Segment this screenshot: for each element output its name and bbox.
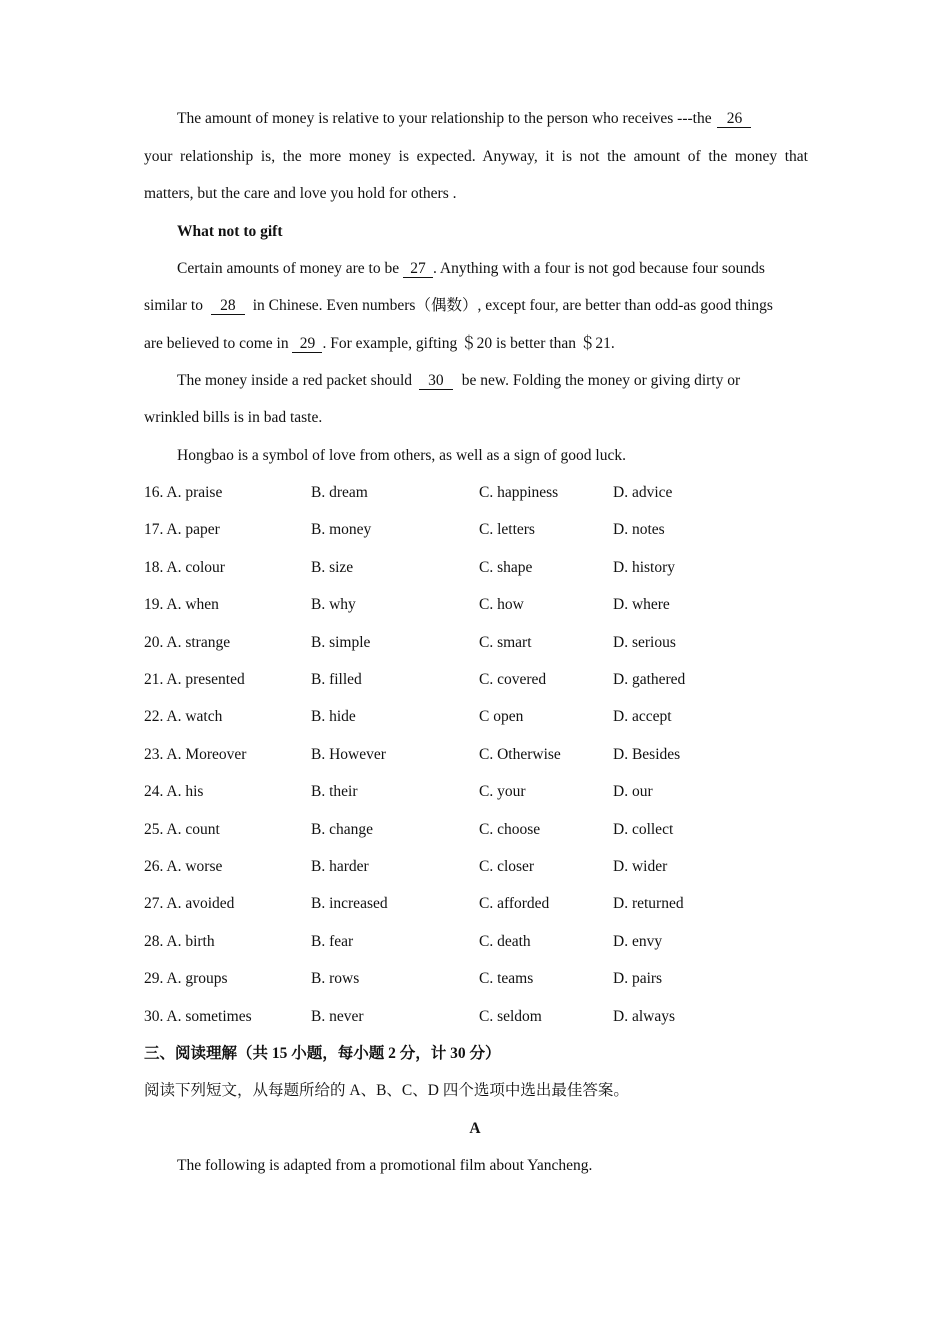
blank-27: 27 — [403, 260, 433, 278]
option-d: D. wider — [613, 858, 668, 875]
option-b: B. change — [311, 820, 373, 838]
option-a: 18. A. colour — [144, 558, 225, 576]
option-b: B. simple — [311, 633, 371, 651]
para1-line3: matters, but the care and love you hold for others . — [144, 185, 457, 202]
option-b: B. harder — [311, 858, 369, 875]
option-a: 24. A. his — [144, 783, 204, 801]
option-a: 28. A. birth — [144, 932, 215, 950]
option-c: C. letters — [479, 521, 535, 539]
para1-line1: The amount of money is relative to your relationship to the person who receives ---the 26 — [177, 109, 751, 129]
option-c: C. afforded — [479, 895, 550, 913]
option-a: 21. A. presented — [144, 671, 245, 688]
option-d: D. gathered — [613, 671, 686, 688]
option-c: C. choose — [479, 820, 541, 838]
option-row — [0, 707, 950, 729]
option-a: 17. A. paper — [144, 521, 220, 539]
passage-intro: The following is adapted from a promotional film about Yancheng. — [177, 1157, 593, 1174]
option-a: 29. A. groups — [144, 970, 228, 988]
option-row — [0, 633, 950, 655]
option-d: D. history — [613, 558, 675, 576]
option-row — [0, 595, 950, 617]
para2-line3: are believed to come in 29 . For example, gifting ＄20 is better than ＄21. — [144, 335, 615, 352]
option-a: 16. A. praise — [144, 484, 223, 501]
passage-label: A — [469, 1120, 481, 1137]
option-c: C. shape — [479, 558, 533, 576]
option-c: C. happiness — [479, 484, 559, 501]
option-row — [0, 894, 950, 916]
option-b: B. their — [311, 783, 358, 801]
section3-title: 三、阅读理解（共 15 小题，每小题 2 分，计 30 分） — [144, 1045, 501, 1062]
option-b: B. dream — [311, 484, 368, 501]
option-row — [0, 1007, 950, 1029]
option-b: B. However — [311, 745, 386, 763]
option-a: 30. A. sometimes — [144, 1007, 252, 1025]
option-d: D. advice — [613, 484, 673, 501]
option-c: C. smart — [479, 633, 532, 651]
option-d: D. serious — [613, 633, 676, 651]
option-row — [0, 483, 950, 505]
blank-26: 26 — [717, 110, 751, 128]
option-a: 22. A. watch — [144, 708, 223, 726]
option-b: B. filled — [311, 671, 362, 688]
option-c: C. covered — [479, 671, 547, 688]
para3-line1: The money inside a red packet should 30 be new. Folding the money or giving dirty or — [177, 372, 741, 389]
option-row — [0, 969, 950, 991]
option-b: B. why — [311, 596, 356, 614]
para3-line2: wrinkled bills is in bad taste. — [144, 409, 323, 426]
para2-line1: Certain amounts of money are to be 27 . Anything with a four is not god because four sounds — [177, 260, 765, 277]
option-d: D. always — [613, 1007, 675, 1025]
option-a: 20. A. strange — [144, 633, 231, 651]
para1-line2: your relationship is, the more money is expected. Anyway, it is not the amount of the money that — [144, 148, 808, 165]
option-d: D. where — [613, 596, 670, 614]
option-row — [0, 558, 950, 580]
option-c: C. death — [479, 932, 531, 950]
blank-28: 28 — [211, 297, 245, 315]
para4: Hongbao is a symbol of love from others, as well as a sign of good luck. — [177, 447, 626, 464]
option-d: D. Besides — [613, 745, 681, 763]
option-a: 27. A. avoided — [144, 895, 235, 913]
blank-29: 29 — [292, 335, 322, 353]
option-d: D. our — [613, 783, 653, 801]
option-row — [0, 932, 950, 954]
option-b: B. increased — [311, 895, 388, 913]
option-d: D. collect — [613, 820, 674, 838]
option-b: B. hide — [311, 708, 356, 726]
option-b: B. rows — [311, 970, 360, 988]
option-d: D. accept — [613, 708, 672, 726]
option-a: 26. A. worse — [144, 858, 223, 875]
option-b: B. money — [311, 521, 372, 539]
option-a: 25. A. count — [144, 820, 220, 838]
option-d: D. envy — [613, 932, 663, 950]
blank-30: 30 — [419, 372, 453, 390]
option-b: B. never — [311, 1007, 364, 1025]
option-c: C open — [479, 708, 524, 726]
option-row — [0, 745, 950, 767]
option-a: 19. A. when — [144, 596, 219, 614]
section-heading: What not to gift — [177, 223, 283, 240]
option-d: D. notes — [613, 521, 665, 539]
option-c: C. closer — [479, 858, 535, 875]
option-c: C. Otherwise — [479, 745, 561, 763]
option-row — [0, 670, 950, 692]
option-c: C. seldom — [479, 1007, 542, 1025]
option-c: C. your — [479, 783, 526, 801]
option-row — [0, 520, 950, 542]
option-d: D. returned — [613, 895, 684, 913]
option-c: C. teams — [479, 970, 534, 988]
option-row — [0, 782, 950, 804]
option-a: 23. A. Moreover — [144, 745, 247, 763]
option-row — [0, 857, 950, 879]
option-b: B. fear — [311, 932, 354, 950]
section3-instruction: 阅读下列短文，从每题所给的 A、B、C、D 四个选项中选出最佳答案。 — [144, 1082, 629, 1099]
option-d: D. pairs — [613, 970, 663, 988]
option-b: B. size — [311, 558, 354, 576]
option-row — [0, 820, 950, 842]
option-c: C. how — [479, 596, 524, 614]
para2-line2: similar to 28 in Chinese. Even numbers（偶数）, except four, are better than odd-as good things — [144, 297, 773, 314]
